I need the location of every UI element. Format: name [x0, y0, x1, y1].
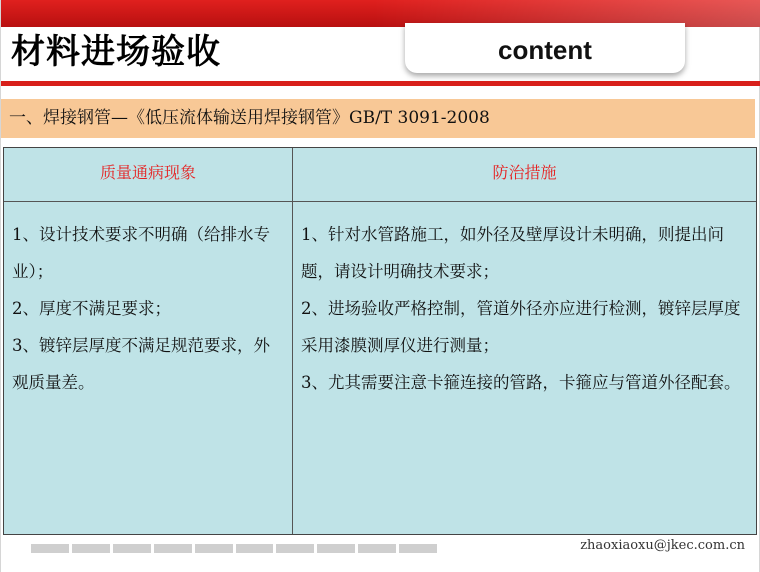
footer-email: zhaoxiaoxu@jkec.com.cn: [580, 538, 745, 553]
measure-item: 2、进场验收严格控制，管道外径亦应进行检测，镀锌层厚度采用漆膜测厚仪进行测量；: [301, 299, 741, 355]
page-title: 材料进场验收: [11, 32, 221, 72]
content-tab-label: content: [498, 35, 592, 65]
column-header-defects: 质量通病现象: [99, 163, 196, 182]
defect-item: 2、厚度不满足要求；: [12, 299, 171, 318]
header-row-divider: [4, 201, 756, 202]
defect-item: 1、设计技术要求不明确（给排水专业）；: [12, 225, 270, 281]
measure-item: 1、针对水管路施工，如外径及壁厚设计未明确，则提出问题，请设计明确技术要求；: [301, 225, 724, 281]
column-divider: [292, 148, 293, 534]
header-divider: [1, 81, 760, 86]
column-header-measures: 防治措施: [492, 163, 557, 182]
defects-table: [3, 147, 757, 535]
measure-item: 3、尤其需要注意卡箍连接的管路，卡箍应与管道外径配套。: [301, 373, 741, 392]
footer-bar: [31, 544, 437, 553]
section-subtitle: 一、焊接钢管—《低压流体输送用焊接钢管》GB/T 3091-2008: [9, 108, 490, 128]
subtitle-bar: [1, 99, 755, 138]
measures-cell: [301, 216, 753, 401]
defect-item: 3、镀锌层厚度不满足规范要求，外观质量差。: [12, 336, 270, 392]
content-tab: [405, 23, 685, 73]
defects-cell: [12, 216, 284, 401]
